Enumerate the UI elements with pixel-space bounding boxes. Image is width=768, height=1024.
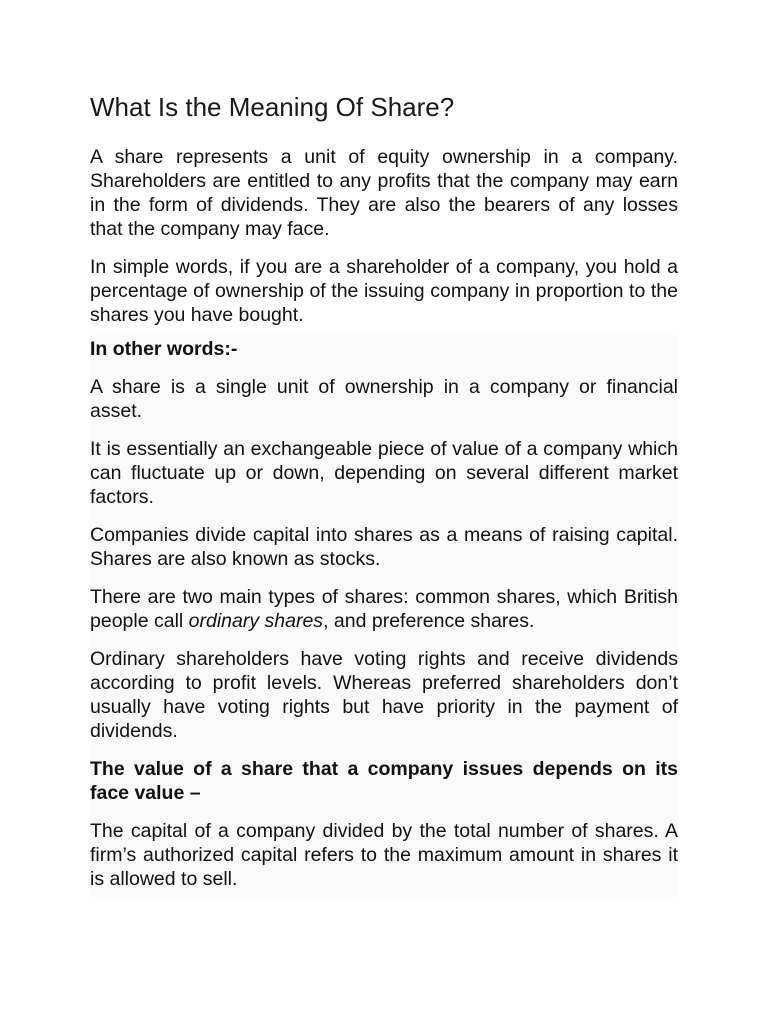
paragraph-single-unit: A share is a single unit of ownership in a company or financial asset. xyxy=(90,376,678,422)
paragraph-divide-capital: Companies divide capital into shares as a means of raising capital. Shares are also known as stocks. xyxy=(90,524,678,570)
page-title: What Is the Meaning Of Share? xyxy=(90,92,455,122)
share-types-text-start: There are two main types of shares: common shares, which British people call xyxy=(90,586,678,632)
face-value-heading: The value of a share that a company issues depends on its face value – xyxy=(90,758,678,804)
other-words-heading: In other words:- xyxy=(90,338,238,360)
paragraph-shareholder-rights: Ordinary shareholders have voting rights and receive dividends according to profit levels. Whereas preferred shareholders don’t usually have voting rights but have priority in the payment of dividends. xyxy=(90,648,678,742)
share-types-text-end: , and preference shares. xyxy=(323,610,535,632)
document-content xyxy=(90,90,678,897)
ordinary-shares-term: ordinary shares xyxy=(188,610,324,632)
paragraph-share-definition: A share represents a unit of equity ownership in a company. Shareholders are entitled to any profits that the company may earn in the form of dividends. They are also the bearers of any losses that the company may face. xyxy=(90,146,678,240)
paragraph-exchangeable-value: It is essentially an exchangeable piece of value of a company which can fluctuate up or down, depending on several different market factors. xyxy=(90,438,678,508)
paragraph-share-types xyxy=(90,585,678,633)
highlighted-section xyxy=(90,335,678,897)
paragraph-authorized-capital: The capital of a company divided by the total number of shares. A firm’s authorized capital refers to the maximum amount in shares it is allowed to sell. xyxy=(90,820,678,890)
paragraph-simple-words: In simple words, if you are a shareholder of a company, you hold a percentage of ownership of the issuing company in proportion to the shares you have bought. xyxy=(90,256,678,326)
